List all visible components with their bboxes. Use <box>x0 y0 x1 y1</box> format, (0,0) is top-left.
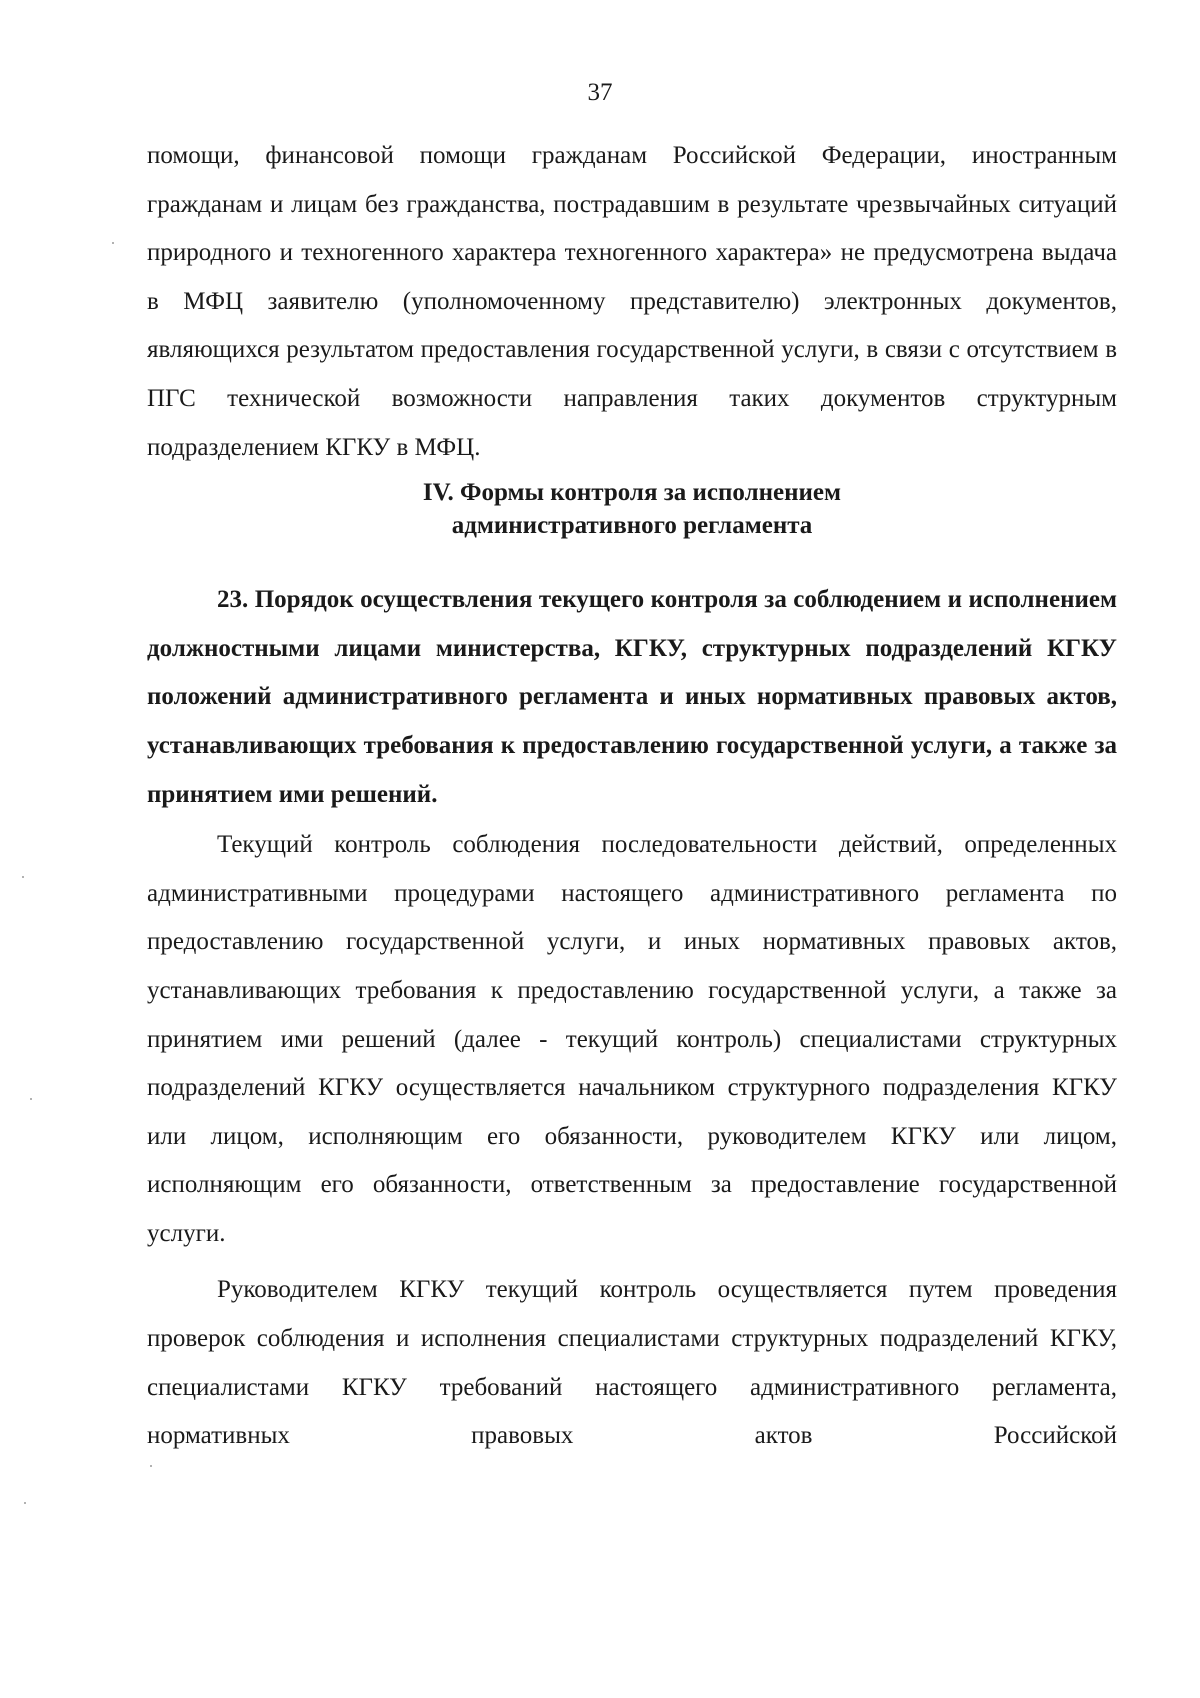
section-heading-line-1: IV. Формы контроля за исполнением <box>422 479 842 507</box>
scan-speck <box>22 876 24 878</box>
subsection-23-heading: 23. Порядок осуществления текущего контроля за соблюдением и исполнением должностными лицами министерства, КГКУ, структурных подразделений КГКУ положений административного регламента и иных нормативных правовых актов, устанавливающих требования к предоставлению государственной услуги, а также за принятием ими решений. <box>147 586 1117 808</box>
section-heading-line-2: административного регламента <box>451 512 813 540</box>
page-number: 37 <box>587 79 613 106</box>
paragraph-gap <box>147 1258 1117 1266</box>
scan-speck <box>112 242 114 244</box>
paragraph-intro: помощи, финансовой помощи гражданам Российской Федерации, иностранным гражданам и лицам без гражданства, пострадавшим в результате чрезвычайных ситуаций природного и техногенного характера техногенного характера» не предусмотрена выдача в МФЦ заявителю (уполномоченному представителю) электронных документов, являющихся результатом предоставления государственной услуги, в связи с отсутствием в ПГС технической возможности направления таких документов структурным подразделением КГКУ в МФЦ. <box>147 142 1117 461</box>
scan-speck <box>150 1465 152 1467</box>
page-content <box>147 132 1117 1461</box>
section-heading-iv <box>147 476 1117 542</box>
scan-speck <box>24 1502 26 1504</box>
paragraph-head-control: Руководителем КГКУ текущий контроль осуществляется путем проведения проверок соблюдения и исполнения специалистами структурных подразделений КГКУ, специалистами КГКУ требований настоящего административного регламента, нормативных правовых актов Российской <box>147 1276 1117 1450</box>
paragraph-current-control: Текущий контроль соблюдения последовательности действий, определенных административными процедурами настоящего административного регламента по предоставлению государственной услуги, и иных нормативных правовых актов, устанавливающих требования к предоставлению государственной услуги, а также за принятием ими решений (далее - текущий контроль) специалистами структурных подразделений КГКУ осуществляется начальником структурного подразделения КГКУ или лицом, исполняющим его обязанности, руководителем КГКУ или лицом, исполняющим его обязанности, ответственным за предоставление государственной услуги. <box>147 831 1117 1247</box>
scan-speck <box>30 1098 32 1100</box>
